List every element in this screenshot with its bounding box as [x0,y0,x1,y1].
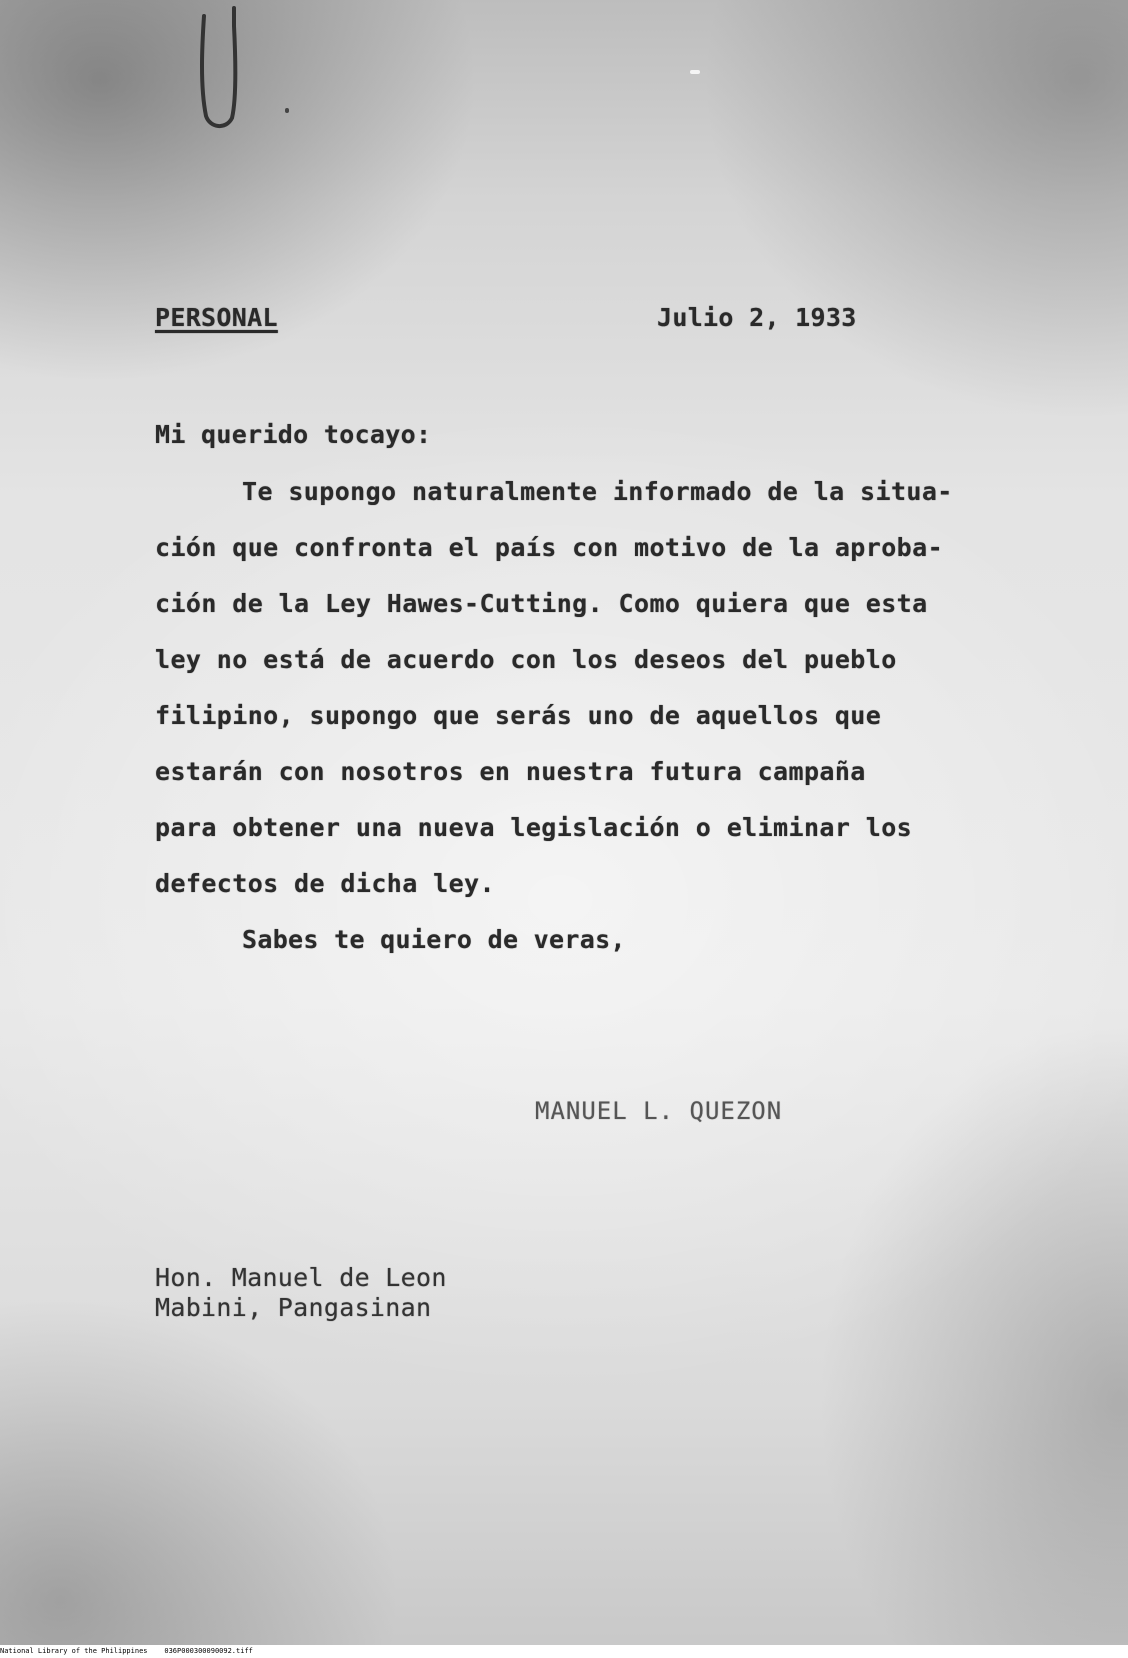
paper-speck [690,70,700,74]
archive-footer [0,1645,1128,1658]
body-line: defectos de dicha ley. [155,869,495,898]
body-line: filipino, supongo que serás uno de aquellos que [155,701,882,730]
footer-file: 036P000300090092.tiff [164,1647,253,1655]
body-line: para obtener una nueva legislación o eliminar los [155,813,913,842]
addressee-name: Hon. Manuel de Leon [155,1263,447,1292]
footer-source: National Library of the Philippines [0,1647,148,1655]
body-line: ción de la Ley Hawes-Cutting. Como quiera que esta [155,589,928,618]
handwritten-mark [196,6,246,136]
letter-date: Julio 2, 1933 [657,303,857,332]
body-line: Te supongo naturalmente informado de la situa- [242,477,953,506]
header-personal: PERSONAL [155,303,278,332]
body-line: ley no está de acuerdo con los deseos del pueblo [155,645,897,674]
signature: MANUEL L. QUEZON [535,1097,783,1125]
salutation: Mi querido tocayo: [155,420,432,449]
closing: Sabes te quiero de veras, [242,925,626,954]
body-line: estarán con nosotros en nuestra futura campaña [155,757,866,786]
ink-dot [285,108,289,113]
addressee-location: Mabini, Pangasinan [155,1293,432,1322]
body-line: ción que confronta el país con motivo de la aproba- [155,533,944,562]
